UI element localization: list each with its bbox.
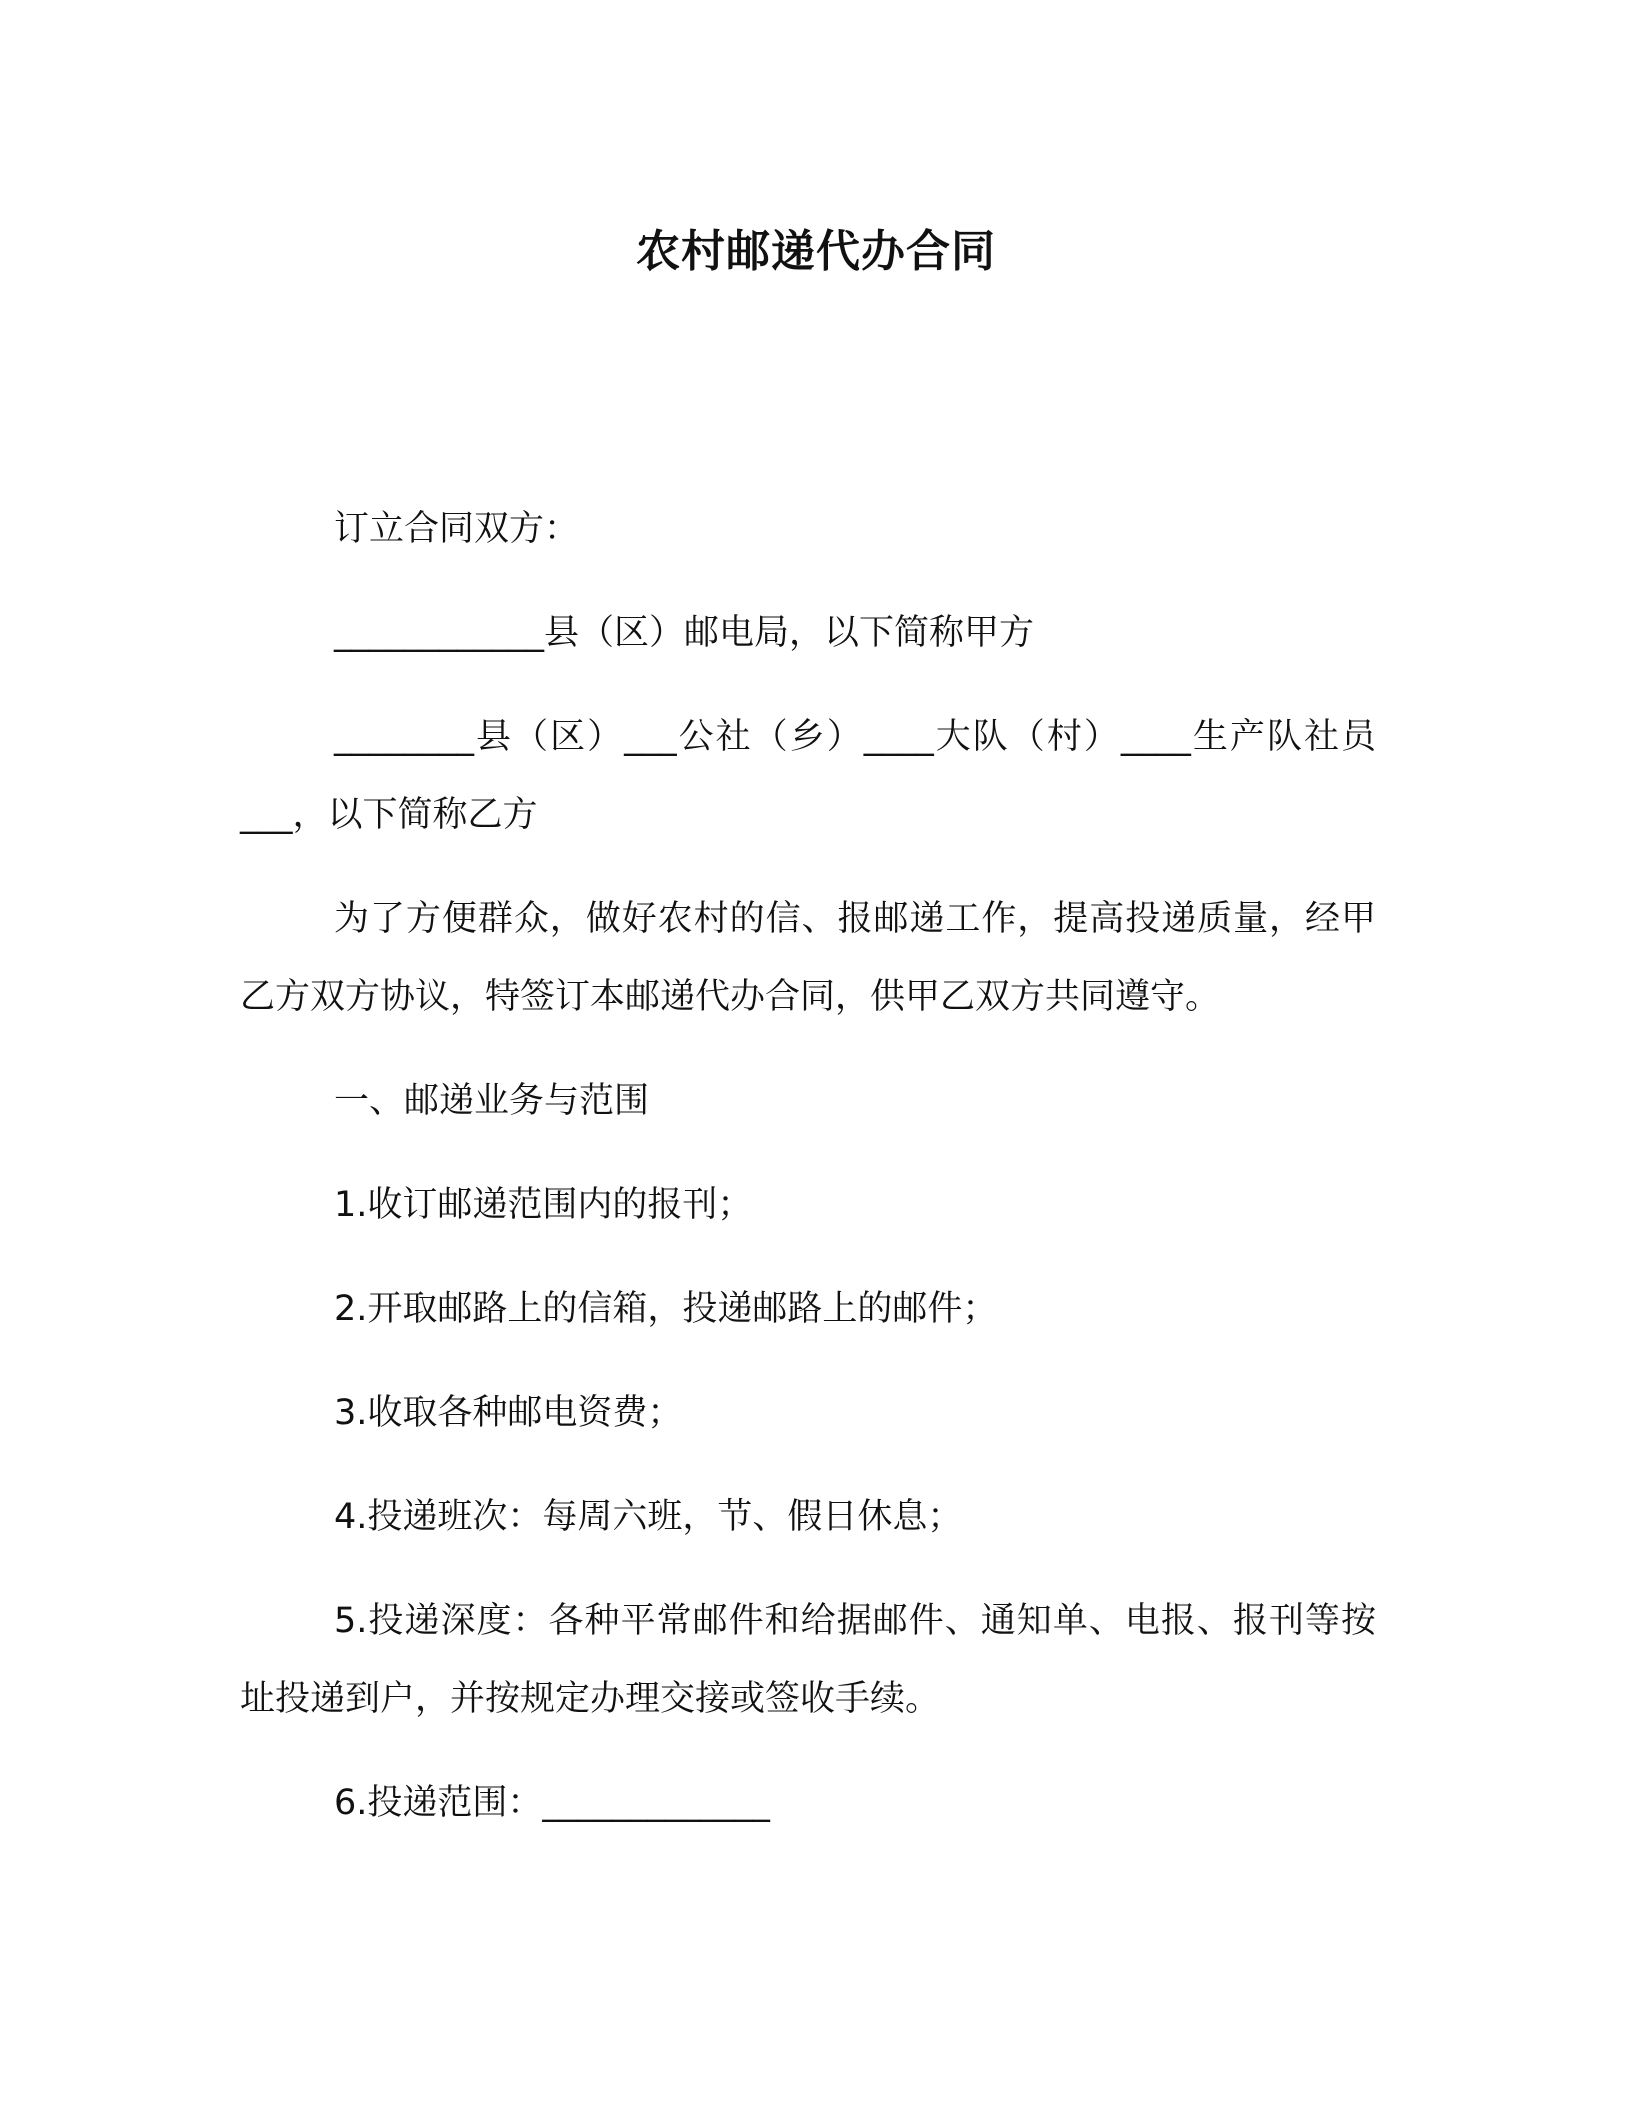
list-item-1: 1.收订邮递范围内的报刊； bbox=[334, 1185, 753, 1225]
paragraph-purpose: 为了方便群众，做好农村的信、报邮递工作，提高投递质量，经甲乙方双方协议，特签订本邮递代办合同，供甲乙双方共同遵守。 bbox=[240, 899, 1376, 1017]
paragraph-parties-heading: 订立合同双方： bbox=[334, 509, 580, 549]
list-item-4: 4.投递班次：每周六班，节、假日休息； bbox=[334, 1497, 963, 1537]
list-item-5: 5.投递深度：各种平常邮件和给据邮件、通知单、电报、报刊等按址投递到户，并按规定办理交接或签收手续。 bbox=[240, 1601, 1376, 1719]
paragraph-party-b: ________县（区）___公社（乡）____大队（村）____生产队社员___，以下简称乙方 bbox=[240, 717, 1376, 835]
list-item-3: 3.收取各种邮电资费； bbox=[334, 1393, 683, 1433]
list-item-6: 6.投递范围：_____________ bbox=[334, 1783, 770, 1823]
section-heading-scope: 一、邮递业务与范围 bbox=[334, 1081, 650, 1121]
document-body bbox=[240, 490, 1376, 1868]
paragraph-party-a: ____________县（区）邮电局，以下简称甲方 bbox=[334, 613, 1035, 653]
list-item-2: 2.开取邮路上的信箱，投递邮路上的邮件； bbox=[334, 1289, 998, 1329]
document-title: 农村邮递代办合同 bbox=[636, 226, 996, 277]
